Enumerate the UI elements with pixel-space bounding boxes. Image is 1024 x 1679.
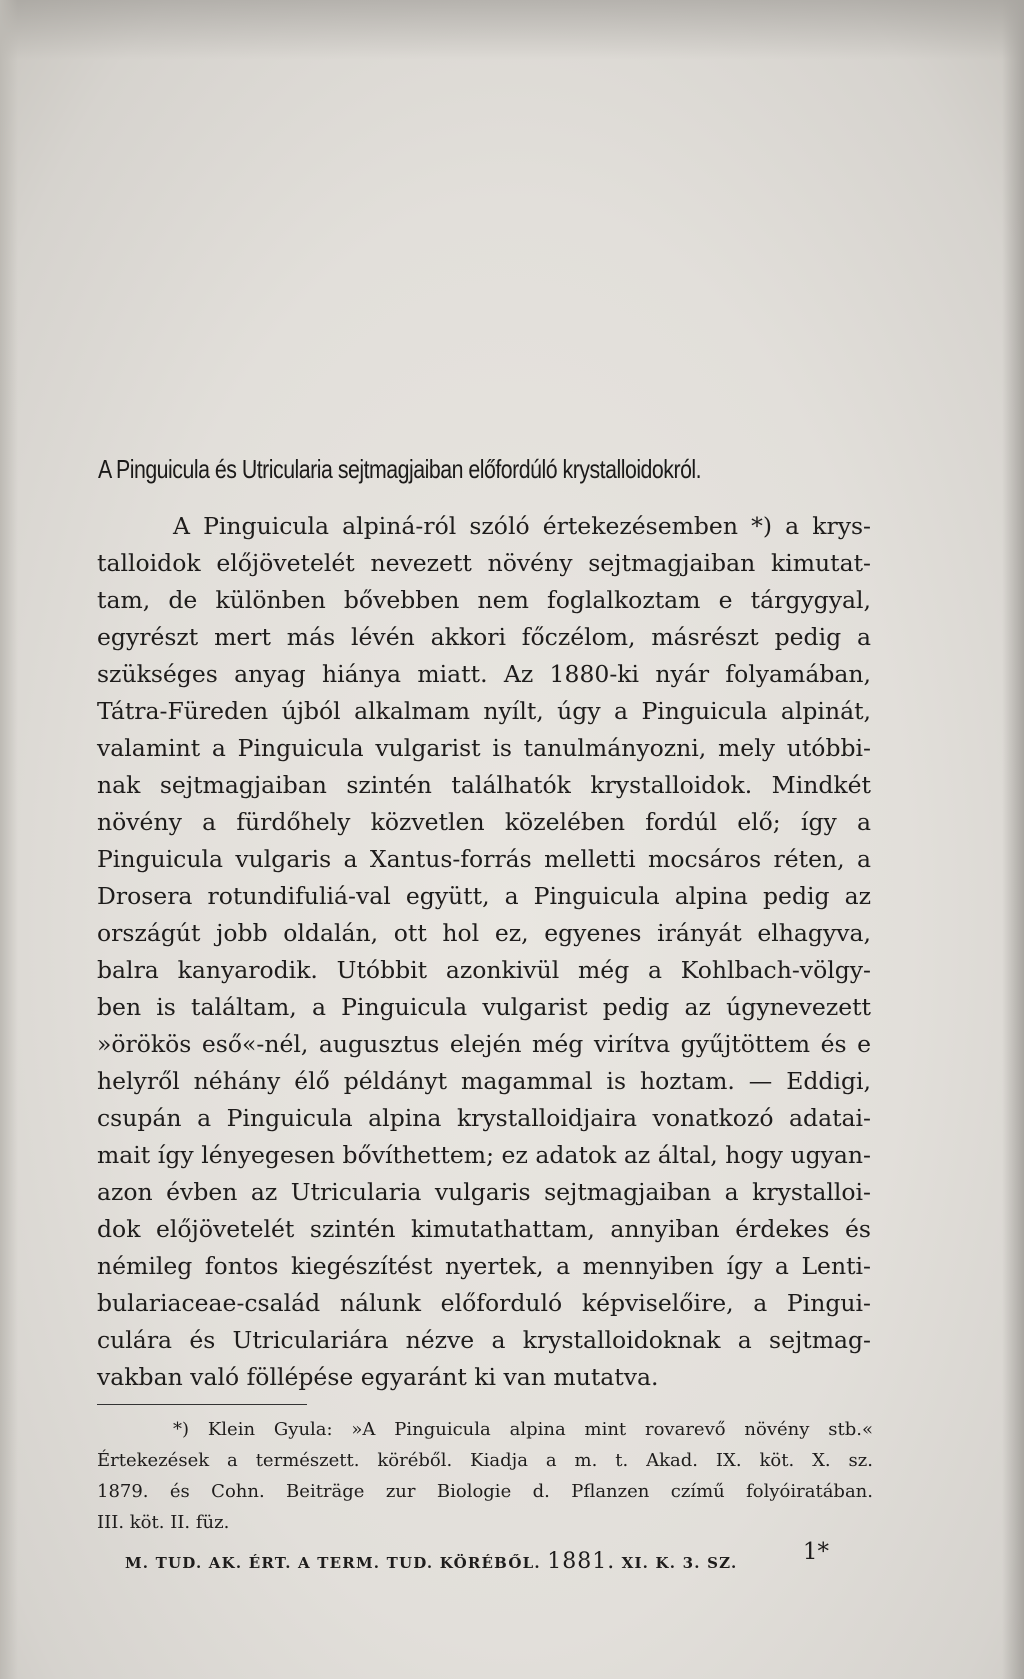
body-line: országút jobb oldalán, ott hol ez, egyenes irányát elhagyva, — [97, 919, 871, 947]
body-line: növény a fürdőhely közvetlen közelében fordúl elő; így a — [97, 808, 871, 836]
body-line: valamint a Pinguicula vulgarist is tanulmányozni, mely utóbbi- — [97, 734, 871, 762]
page-shadow-top — [0, 0, 1024, 60]
footer-journal-name: M. TUD. AK. ÉRT. A TERM. TUD. KÖRÉBŐL. — [125, 1554, 541, 1572]
footer-sheet-mark: 1* — [802, 1539, 829, 1565]
body-line: tam, de különben bővebben nem foglalkoztam e tárgygyal, — [97, 586, 871, 614]
article-title: A Pinguicula és Utricularia sejtmagjaiban előfordúló krystalloidokról. — [98, 454, 702, 484]
body-line: csupán a Pinguicula alpina krystalloidjaira vonatkozó adatai- — [97, 1104, 871, 1132]
body-line: nak sejtmagjaiban szintén találhatók krystalloidok. Mindkét — [97, 771, 871, 799]
body-line: ben is találtam, a Pinguicula vulgarist pedig az úgynevezett — [97, 993, 871, 1021]
footnote-line: 1879. és Cohn. Beiträge zur Biologie d. Pflanzen czímű folyóiratában. — [97, 1481, 873, 1502]
body-line: mait így lényegesen bővíthettem; ez adatok az által, hogy ugyan- — [97, 1141, 871, 1169]
body-line: »örökös eső«-nél, augusztus elején még virítva gyűjtöttem és e — [97, 1030, 871, 1058]
body-line: egyrészt mert más lévén akkori főczélom, másrészt pedig a — [97, 623, 871, 651]
body-line: Drosera rotundifuliá-val együtt, a Pinguicula alpina pedig az — [97, 882, 871, 910]
body-line: helyről néhány élő példányt magammal is hoztam. — Eddigi, — [97, 1067, 871, 1095]
footnote — [97, 1414, 873, 1538]
body-line: A Pinguicula alpiná-ról szóló értekezésemben *) a krys- — [173, 512, 871, 540]
body-line: culára és Utriculariára nézve a krystalloidoknak a sejtmag- — [97, 1326, 871, 1354]
footnote-line: Értekezések a természett. köréből. Kiadja a m. t. Akad. IX. köt. X. sz. — [97, 1450, 873, 1471]
footnote-line: *) Klein Gyula: »A Pinguicula alpina mint rovarevő növény stb.« — [173, 1419, 873, 1440]
body-line: Pinguicula vulgaris a Xantus-forrás melletti mocsáros réten, a — [97, 845, 871, 873]
footnote-divider — [97, 1404, 307, 1405]
footer-journal-line — [125, 1549, 737, 1574]
footer-volume: XI. K. 3. SZ. — [621, 1554, 738, 1572]
body-line: Tátra-Füreden újból alkalmam nyílt, úgy a Pinguicula alpinát, — [97, 697, 871, 725]
page-shadow-left — [0, 0, 18, 1679]
page-footer — [125, 1537, 873, 1577]
page-shadow-right — [1002, 0, 1024, 1679]
footnote-line: III. köt. II. füz. — [97, 1512, 230, 1533]
body-line: balra kanyarodik. Utóbbit azonkivül még a Kohlbach-völgy- — [97, 956, 871, 984]
body-line: szükséges anyag hiánya miatt. Az 1880-ki nyár folyamában, — [97, 660, 871, 688]
article-body — [97, 508, 871, 1396]
body-line: némileg fontos kiegészítést nyertek, a mennyiben így a Lenti- — [97, 1252, 871, 1280]
body-line: azon évben az Utricularia vulgaris sejtmagjaiban a krystalloi- — [97, 1178, 871, 1206]
body-line: dok előjövetelét szintén kimutathattam, annyiban érdekes és — [97, 1215, 871, 1243]
body-line: bulariaceae-család nálunk előforduló képviselőire, a Pingui- — [97, 1289, 871, 1317]
footer-year: 1881. — [547, 1549, 616, 1574]
body-line: talloidok előjövetelét nevezett növény sejtmagjaiban kimutat- — [97, 549, 871, 577]
body-line: vakban való föllépése egyaránt ki van mutatva. — [97, 1363, 659, 1391]
